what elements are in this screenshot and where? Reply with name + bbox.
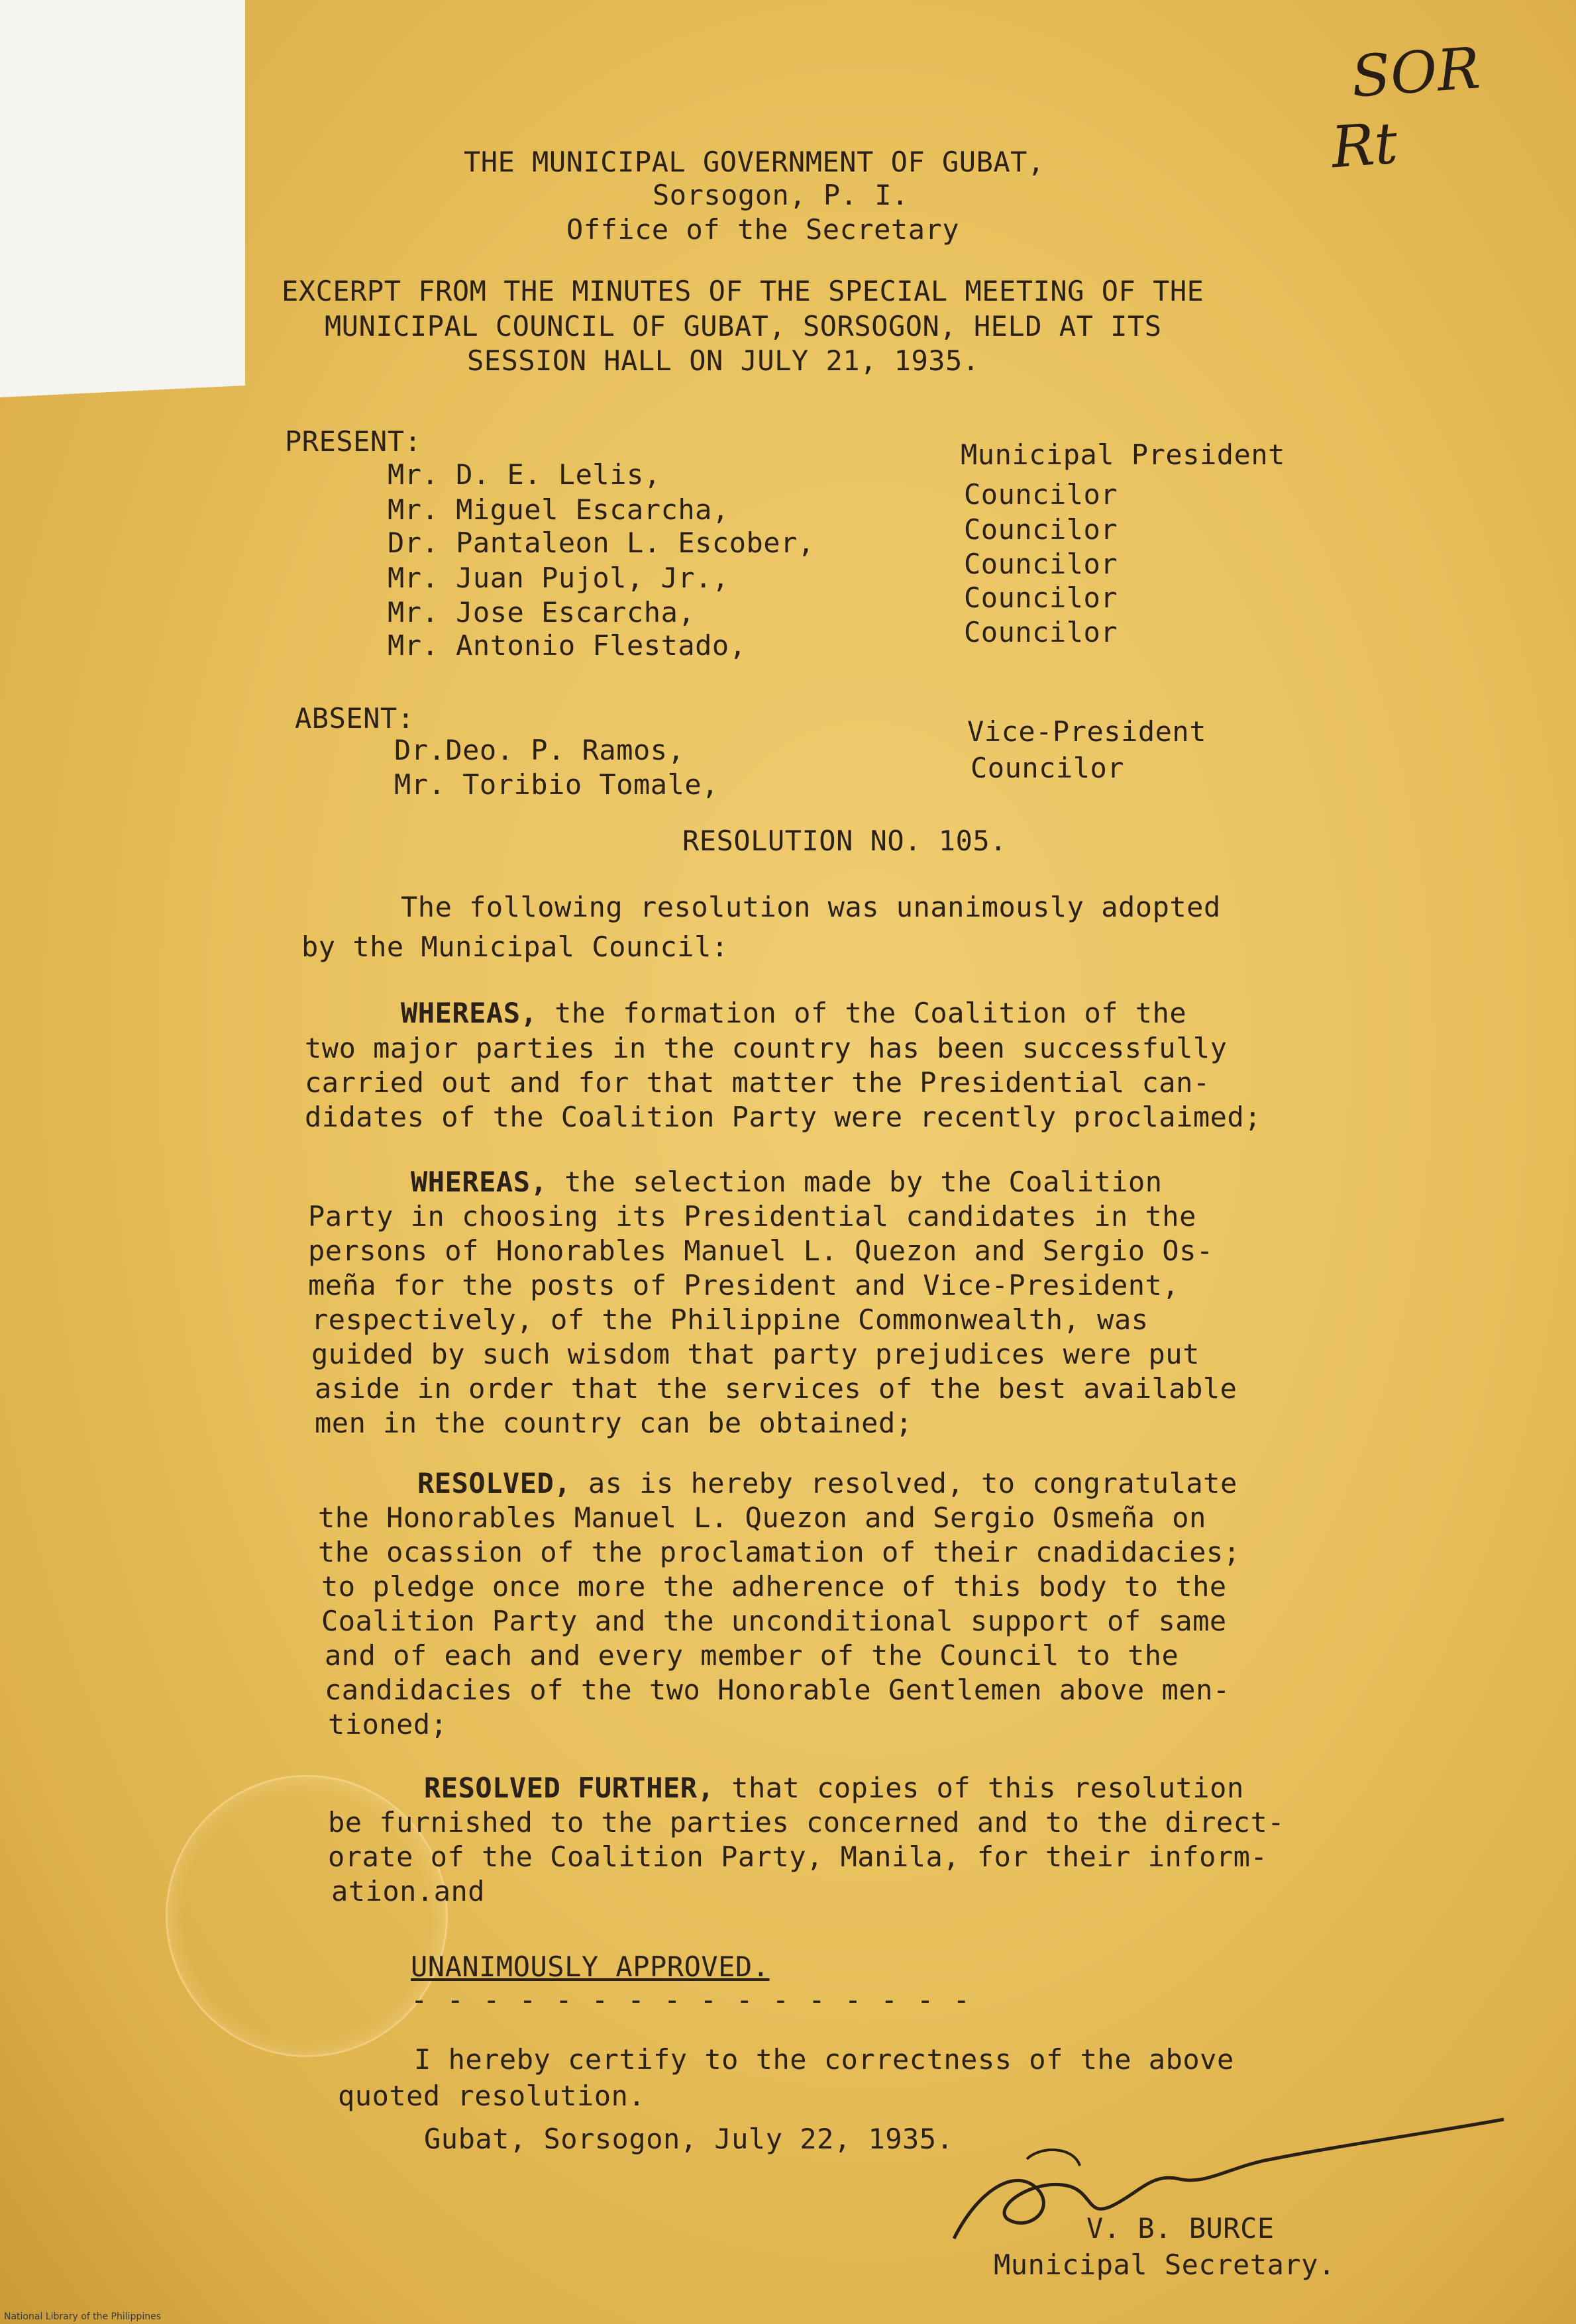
paragraph-line: aside in order that the services of the best available xyxy=(315,1372,1237,1405)
paragraph-line: ation.and xyxy=(331,1875,486,1907)
archive-footer: National Library of the Philippines xyxy=(4,2311,161,2322)
member-name: Mr. Jose Escarcha, xyxy=(388,596,696,629)
member-name: Dr. Pantaleon L. Escober, xyxy=(388,527,815,559)
intro-line: The following resolution was unanimously adopted xyxy=(401,891,1221,923)
paragraph-line: meña for the posts of President and Vice-President, xyxy=(308,1269,1180,1301)
paragraph-line: persons of Honorables Manuel L. Quezon and Sergio Os- xyxy=(308,1235,1214,1267)
paragraph-line: didates of the Coalition Party were recently proclaimed; xyxy=(305,1101,1262,1133)
handwritten-annotation-2: Rt xyxy=(1329,110,1400,181)
certify-line: I hereby certify to the correctness of the above xyxy=(414,2043,1234,2076)
member-role: Councilor xyxy=(964,616,1118,648)
member-role: Councilor xyxy=(971,752,1125,784)
paragraph-keyword: WHEREAS, xyxy=(411,1166,548,1198)
member-name: Mr. Juan Pujol, Jr., xyxy=(388,562,729,594)
intro-line: by the Municipal Council: xyxy=(301,931,729,963)
paragraph-keyword: WHEREAS, xyxy=(401,997,538,1029)
paragraph-line: guided by such wisdom that party prejudices were put xyxy=(311,1338,1200,1370)
handwritten-annotation-1: SOR xyxy=(1349,35,1483,111)
signatory-title: Municipal Secretary. xyxy=(994,2248,1336,2281)
member-name: Mr. D. E. Lelis, xyxy=(388,458,661,491)
member-role: Councilor xyxy=(964,581,1118,614)
excerpt-line-3: SESSION HALL ON JULY 21, 1935. xyxy=(467,344,980,377)
excerpt-line-1: EXCERPT FROM THE MINUTES OF THE SPECIAL MEETING OF THE xyxy=(282,275,1204,307)
paragraph-line: the ocassion of the proclamation of their cnadidacies; xyxy=(318,1536,1241,1568)
header-line-1: THE MUNICIPAL GOVERNMENT OF GUBAT, xyxy=(464,146,1045,178)
paragraph-line: RESOLVED FURTHER, that copies of this resolution xyxy=(424,1772,1244,1804)
header-line-3: Office of the Secretary xyxy=(566,213,960,246)
member-role: Municipal President xyxy=(961,438,1285,471)
paragraph-line: Party in choosing its Presidential candidates in the xyxy=(308,1200,1196,1233)
paragraph-line: WHEREAS, the formation of the Coalition of the xyxy=(401,997,1187,1029)
member-name: Dr.Deo. P. Ramos, xyxy=(394,734,685,766)
excerpt-line-2: MUNICIPAL COUNCIL OF GUBAT, SORSOGON, HELD AT ITS xyxy=(325,310,1162,342)
paragraph-keyword: RESOLVED, xyxy=(417,1467,572,1499)
member-name: Mr. Miguel Escarcha, xyxy=(388,493,729,526)
paragraph-line: respectively, of the Philippine Commonwealth, was xyxy=(311,1303,1149,1336)
paragraph-line: candidacies of the two Honorable Gentlemen above men- xyxy=(325,1674,1230,1706)
paragraph-line: two major parties in the country has been successfully xyxy=(305,1032,1228,1064)
approved-label: UNANIMOUSLY APPROVED. xyxy=(411,1950,770,1983)
paper-corner xyxy=(0,0,245,397)
member-name: Mr. Antonio Flestado, xyxy=(388,629,747,662)
member-role: Councilor xyxy=(964,513,1118,546)
approved-rule: - - - - - - - - - - - - - - - - xyxy=(411,1984,971,2016)
certify-line: quoted resolution. xyxy=(338,2080,646,2112)
paragraph-line: carried out and for that matter the Presidential can- xyxy=(305,1066,1210,1099)
paragraph-line: Coalition Party and the unconditional support of same xyxy=(321,1605,1227,1637)
absent-label: ABSENT: xyxy=(295,702,415,734)
paragraph-line: to pledge once more the adherence of this body to the xyxy=(321,1570,1227,1603)
certify-date: Gubat, Sorsogon, July 22, 1935. xyxy=(424,2123,954,2155)
signatory-name: V. B. BURCE xyxy=(1086,2212,1275,2245)
present-label: PRESENT: xyxy=(285,425,422,458)
paragraph-line: men in the country can be obtained; xyxy=(315,1407,913,1439)
resolution-title: RESOLUTION NO. 105. xyxy=(682,825,1007,857)
member-role: Vice-President xyxy=(967,715,1207,748)
paragraph-line: tioned; xyxy=(328,1708,448,1741)
paragraph-line: WHEREAS, the selection made by the Coalition xyxy=(411,1166,1163,1198)
paragraph-line: orate of the Coalition Party, Manila, for their inform- xyxy=(328,1841,1268,1873)
member-role: Councilor xyxy=(964,478,1118,511)
header-line-2: Sorsogon, P. I. xyxy=(653,179,909,211)
paragraph-line: RESOLVED, as is hereby resolved, to congratulate xyxy=(417,1467,1237,1499)
paragraph-keyword: RESOLVED FURTHER, xyxy=(424,1772,715,1804)
paragraph-line: and of each and every member of the Council to the xyxy=(325,1639,1179,1672)
paragraph-line: the Honorables Manuel L. Quezon and Sergio Osmeña on xyxy=(318,1501,1206,1534)
member-role: Councilor xyxy=(964,548,1118,580)
paragraph-line: be furnished to the parties concerned and to the direct- xyxy=(328,1806,1285,1839)
member-name: Mr. Toribio Tomale, xyxy=(394,768,719,801)
